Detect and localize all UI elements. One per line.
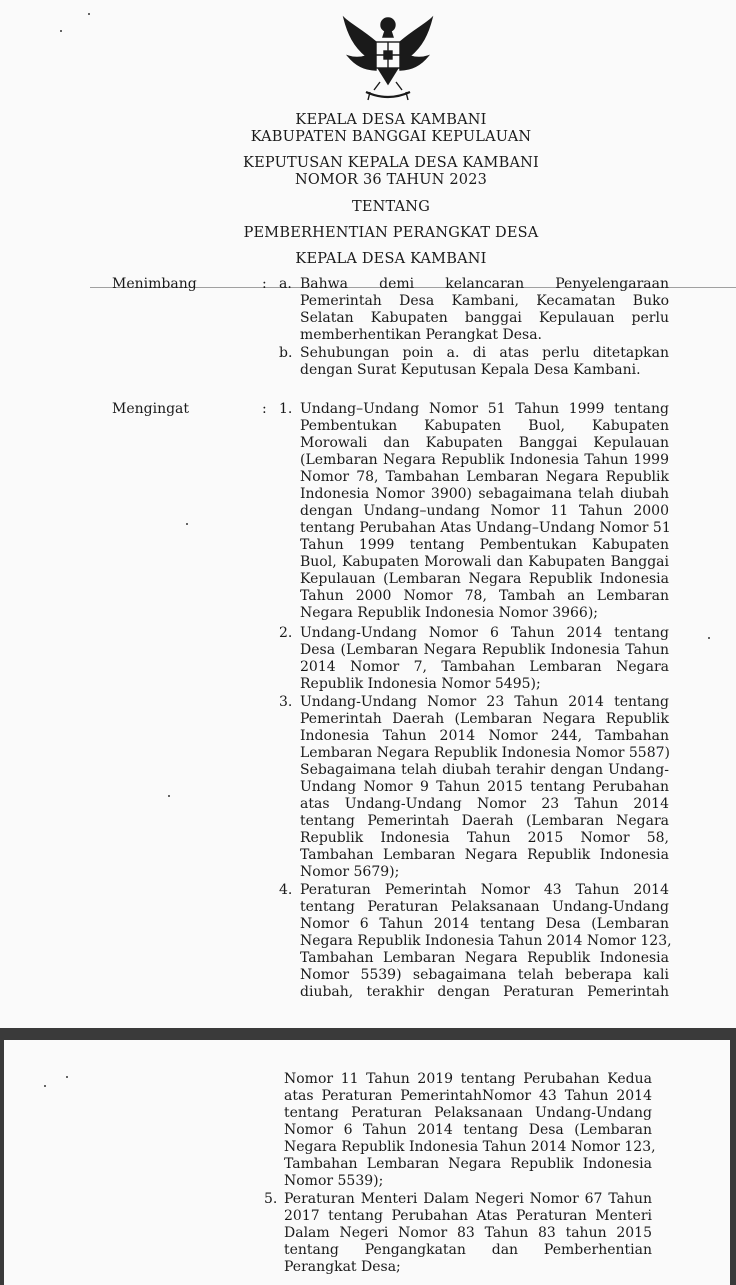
text-line: Negara Republik Indonesia Nomor 3966); [300, 605, 599, 621]
text-line: Republik Indonesia Nomor 5495); [300, 676, 541, 692]
text-line: Tahun 2000 Nomor 78, Tambah an Lembaran [300, 588, 669, 604]
text-line: Pemerintah Daerah (Lembaran Negara Republik [300, 711, 669, 727]
text-line: Indonesia Tahun 2014 Nomor 244, Tambahan [300, 728, 669, 744]
text-line: Peraturan Pemerintah Nomor 43 Tahun 2014 [300, 882, 669, 898]
text-line: (Lembaran Negara Republik Indonesia Tahun 1999 [300, 452, 669, 468]
scan-speck [186, 523, 188, 525]
text-line: Pemerintah Desa Kambani, Kecamatan Buko [300, 293, 669, 309]
scan-speck [708, 637, 710, 639]
text-line: Buol, Kabupaten Morowali dan Kabupaten Banggai [300, 554, 669, 570]
text-line: Sebagaimana telah diubah terahir dengan Undang- [300, 762, 669, 778]
document-page-2 [4, 1040, 730, 1285]
text-line: Undang-Undang Nomor 6 Tahun 2014 tentang [300, 625, 669, 641]
text-line: Bahwa demi kelancaran Penyelengaraan [300, 276, 669, 292]
garuda-emblem-icon [340, 12, 436, 104]
text-line: Pembentukan Kabupaten Buol, Kabupaten [300, 418, 669, 434]
text-line: Morowali dan Kabupaten Banggai Kepulauan [300, 435, 669, 451]
menimbang-colon: : [262, 276, 267, 292]
text-line: Desa (Lembaran Negara Republik Indonesia Tahun [300, 642, 669, 658]
mengingat-item-1 [300, 401, 669, 622]
text-line: Perangkat Desa; [284, 1259, 401, 1275]
menimbang-item-b [300, 345, 669, 379]
mengingat-marker-3: 3. [279, 694, 293, 710]
mengingat-item-5 [284, 1191, 652, 1276]
text-line: tentang Perubahan Atas Undang–Undang Nomor 51 [300, 520, 671, 536]
text-line: Peraturan Menteri Dalam Negeri Nomor 67 Tahun [284, 1191, 652, 1207]
text-line: tentang Peraturan Pelaksanaan Undang-Undang [284, 1105, 652, 1121]
decree-number: NOMOR 36 TAHUN 2023 [294, 172, 488, 188]
text-line: memberhentikan Perangkat Desa. [300, 327, 542, 343]
text-line: Tambahan Lembaran Negara Republik Indonesia [300, 847, 669, 863]
text-line: dengan Undang–undang Nomor 11 Tahun 2000 [300, 503, 669, 519]
text-line: Nomor 5539) sebagaimana telah beberapa kali [300, 967, 669, 983]
header-line-2: KABUPATEN BANGGAI KEPULAUAN [250, 129, 532, 145]
text-line: dengan Surat Keputusan Kepala Desa Kambani. [300, 362, 641, 378]
text-line: Nomor 5539); [284, 1173, 384, 1189]
text-line: Nomor 78, Tambahan Lembaran Negara Republik [300, 469, 669, 485]
text-line: Republik Indonesia Tahun 2015 Nomor 58, [300, 830, 669, 846]
text-line: atas Peraturan PemerintahNomor 43 Tahun 2014 [284, 1088, 652, 1104]
text-line: tentang Pengangkatan dan Pemberhentian [284, 1242, 652, 1258]
mengingat-marker-4: 4. [279, 882, 293, 898]
text-line: Negara Republik Indonesia Tahun 2014 Nomor 123, [284, 1139, 656, 1155]
mengingat-item-3 [300, 694, 669, 881]
mengingat-item-2 [300, 625, 669, 693]
text-line: Nomor 6 Tahun 2014 tentang Desa (Lembaran [284, 1122, 652, 1138]
text-line: tentang Peraturan Pelaksanaan Undang-Undang [300, 899, 669, 915]
mengingat-marker-5: 5. [264, 1191, 278, 1207]
menimbang-marker-a: a. [279, 276, 292, 292]
text-line: diubah, terakhir dengan Peraturan Pemerintah [300, 984, 669, 1000]
text-line: Nomor 11 Tahun 2019 tentang Perubahan Kedua [284, 1071, 652, 1087]
menimbang-label: Menimbang [112, 276, 197, 292]
text-line: Tambahan Lembaran Negara Republik Indonesia [284, 1156, 652, 1172]
scan-speck [168, 795, 170, 797]
text-line: Selatan Kabupaten banggai Kepulauan perlu [300, 310, 669, 326]
decree-title: KEPUTUSAN KEPALA DESA KAMBANI [243, 155, 539, 171]
text-line: Lembaran Negara Republik Indonesia Nomor 5587) [300, 745, 670, 761]
mengingat-marker-1: 1. [279, 401, 293, 417]
mengingat-label: Mengingat [112, 401, 190, 417]
text-line: Undang-Undang Nomor 23 Tahun 2014 tentang [300, 694, 669, 710]
mengingat-colon: : [262, 401, 267, 417]
header-tentang: TENTANG [352, 199, 430, 215]
text-line: atas Undang-Undang Nomor 23 Tahun 2014 [300, 796, 669, 812]
continuation-item-4 [284, 1071, 656, 1190]
menimbang-marker-b: b. [279, 345, 293, 361]
scan-speck [66, 1076, 68, 1078]
text-line: Dalam Negeri Nomor 83 Tahun 83 tahun 2015 [284, 1225, 652, 1241]
menimbang-item-a [300, 276, 669, 344]
text-line: Undang–Undang Nomor 51 Tahun 1999 tentang [300, 401, 669, 417]
header-signatory: KEPALA DESA KAMBANI [295, 251, 487, 267]
text-line: Tahun 1999 tentang Pembentukan Kabupaten [300, 537, 669, 553]
text-line: Nomor 6 Tahun 2014 tentang Desa (Lembaran [300, 916, 669, 932]
text-line: Sehubungan poin a. di atas perlu ditetapkan [300, 345, 669, 361]
scan-speck [88, 13, 90, 15]
text-line: 2014 Nomor 7, Tambahan Lembaran Negara [300, 659, 669, 675]
text-line: Undang Nomor 9 Tahun 2015 tentang Perubahan [300, 779, 669, 795]
mengingat-item-4 [300, 882, 672, 1001]
text-line: Indonesia Nomor 3900) sebagaimana telah diubah [300, 486, 669, 502]
text-line: Kepulauan (Lembaran Negara Republik Indonesia [300, 571, 669, 587]
text-line: Tambahan Lembaran Negara Republik Indonesia [300, 950, 669, 966]
header-line-1: KEPALA DESA KAMBANI [295, 112, 487, 128]
text-line: tentang Pemerintah Daerah (Lembaran Negara [300, 813, 669, 829]
scan-speck [44, 1085, 46, 1087]
scan-speck [60, 30, 62, 32]
decree-subject: PEMBERHENTIAN PERANGKAT DESA [243, 225, 539, 241]
text-line: Nomor 5679); [300, 864, 400, 880]
text-line: 2017 tentang Perubahan Atas Peraturan Menteri [284, 1208, 652, 1224]
text-line: Negara Republik Indonesia Tahun 2014 Nomor 123, [300, 933, 672, 949]
mengingat-marker-2: 2. [279, 625, 293, 641]
